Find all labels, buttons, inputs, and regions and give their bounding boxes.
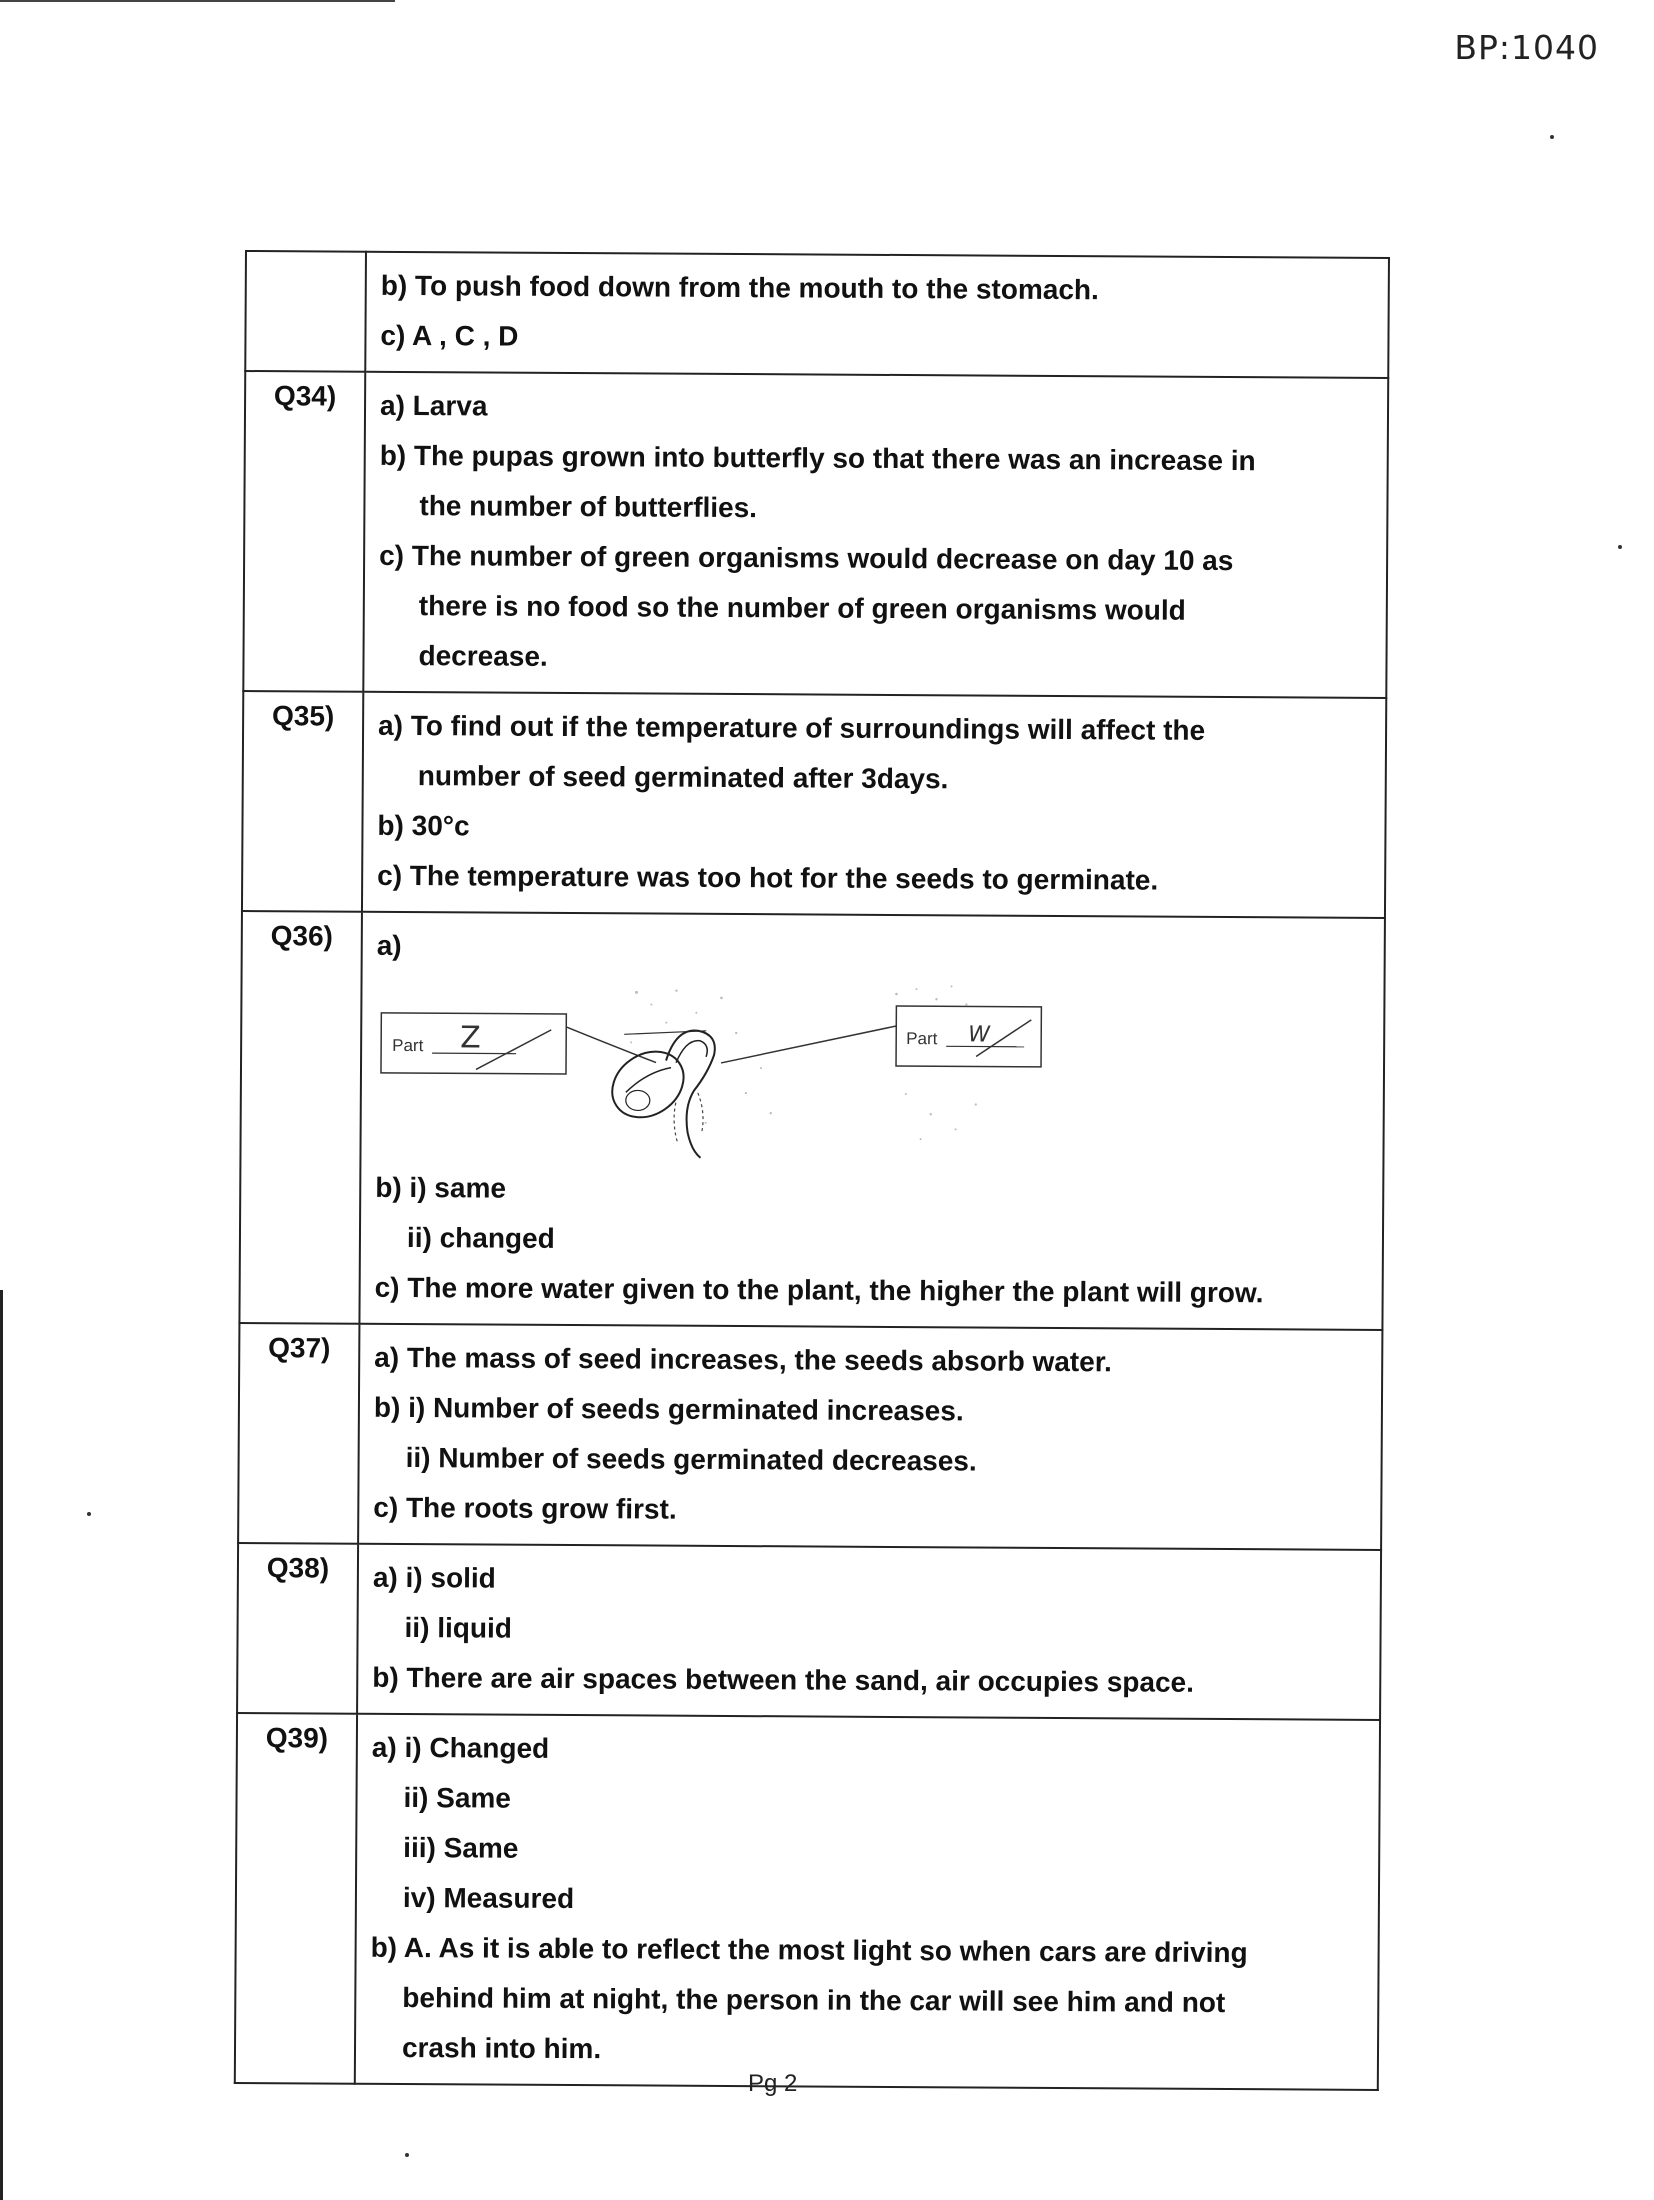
seed-detail xyxy=(626,1090,650,1110)
answer-line: a) Larva xyxy=(379,389,488,422)
answer-line: behind him at night, the person in the car will see him and not xyxy=(402,1981,1226,2019)
answer-line: b) To push food down from the mouth to the stomach. xyxy=(380,269,1099,306)
answer-line: ii) changed xyxy=(406,1222,555,1254)
answer-line: b) i) Number of seeds germinated increases. xyxy=(373,1391,964,1427)
question-number xyxy=(245,251,366,372)
table-row xyxy=(242,691,1386,918)
answer-table xyxy=(234,250,1390,2091)
answer-line: c) The temperature was too hot for the seeds to germinate. xyxy=(377,859,1159,896)
answer-cell xyxy=(355,1714,1380,2090)
pointer-line xyxy=(721,1025,896,1064)
answer-line: a) The mass of seed increases, the seeds absorb water. xyxy=(374,1341,1112,1378)
document-code: BP:1040 xyxy=(1454,28,1599,67)
table-row xyxy=(239,911,1384,1330)
table-row xyxy=(238,1323,1382,1550)
scan-speck xyxy=(405,2153,409,2157)
answer-line: ii) liquid xyxy=(404,1612,512,1644)
seed-diagram xyxy=(375,971,1369,1165)
answer-line: the number of butterflies. xyxy=(419,490,758,524)
answer-cell xyxy=(365,252,1389,378)
part-w-label: Part xyxy=(906,1029,938,1049)
pointer-line xyxy=(476,1029,551,1069)
answer-line: b) i) same xyxy=(375,1171,507,1204)
answer-line: a) i) Changed xyxy=(371,1731,550,1764)
answer-line: c) The more water given to the plant, the higher the plant will grow. xyxy=(374,1271,1264,1309)
answer-cell xyxy=(362,692,1386,918)
answer-line: a) i) solid xyxy=(372,1561,496,1594)
answer-line: b) The pupas grown into butterfly so that there was an increase in xyxy=(379,439,1256,477)
germinating-seed-illustration xyxy=(375,971,1076,1163)
question-number: Q36) xyxy=(239,911,362,1324)
answer-line: iii) Same xyxy=(403,1831,519,1864)
answer-line: a) To find out if the temperature of surroundings will affect the xyxy=(378,709,1206,746)
question-number: Q38) xyxy=(237,1543,358,1714)
answer-line: c) The number of green organisms would decrease on day 10 as xyxy=(379,539,1234,577)
scan-speck xyxy=(87,1512,91,1516)
answer-line: crash into him. xyxy=(401,2031,602,2065)
answer-line: decrease. xyxy=(418,640,548,672)
question-number: Q35) xyxy=(242,691,363,912)
answer-line: number of seed germinated after 3days. xyxy=(417,760,949,795)
answer-line: there is no food so the number of green organisms would xyxy=(418,590,1186,626)
answer-line: b) 30°c xyxy=(377,809,470,842)
shoot-shape xyxy=(676,1040,707,1062)
scan-speck xyxy=(1618,545,1622,549)
answer-line: a) xyxy=(376,929,402,961)
part-w-answer: W xyxy=(968,1022,991,1048)
seed-detail xyxy=(626,1067,671,1092)
answer-line: ii) Number of seeds germinated decreases. xyxy=(405,1442,977,1477)
part-z-answer: Z xyxy=(460,1020,481,1056)
answer-line: iv) Measured xyxy=(402,1881,575,1915)
page-number: Pg 2 xyxy=(748,2070,798,2097)
root-shape xyxy=(698,1093,704,1133)
question-number: Q34) xyxy=(243,371,365,692)
question-number: Q37) xyxy=(238,1323,359,1544)
table-row xyxy=(235,1713,1380,2090)
table-row xyxy=(245,251,1389,378)
part-z-label: Part xyxy=(392,1035,424,1056)
answer-line: b) A. As it is able to reflect the most light so when cars are driving xyxy=(370,1931,1248,1969)
answer-line: b) There are air spaces between the sand, air occupies space. xyxy=(372,1661,1195,1698)
question-number: Q39) xyxy=(235,1713,357,2084)
root-shape xyxy=(674,1103,678,1143)
scan-noise xyxy=(630,983,978,1140)
top-rule xyxy=(0,0,395,2)
answer-line: c) A , C , D xyxy=(380,319,519,352)
answer-line: ii) Same xyxy=(403,1781,512,1814)
left-margin-rule xyxy=(0,1290,3,2200)
pointer-line xyxy=(566,1027,656,1063)
scan-speck xyxy=(1550,135,1554,139)
answer-line: c) The roots grow first. xyxy=(373,1491,677,1525)
answer-cell xyxy=(357,1544,1381,1720)
table-row xyxy=(243,371,1388,698)
answer-cell xyxy=(358,1324,1382,1550)
answer-cell xyxy=(359,912,1384,1330)
answer-cell xyxy=(363,372,1388,698)
table-row xyxy=(237,1543,1381,1720)
